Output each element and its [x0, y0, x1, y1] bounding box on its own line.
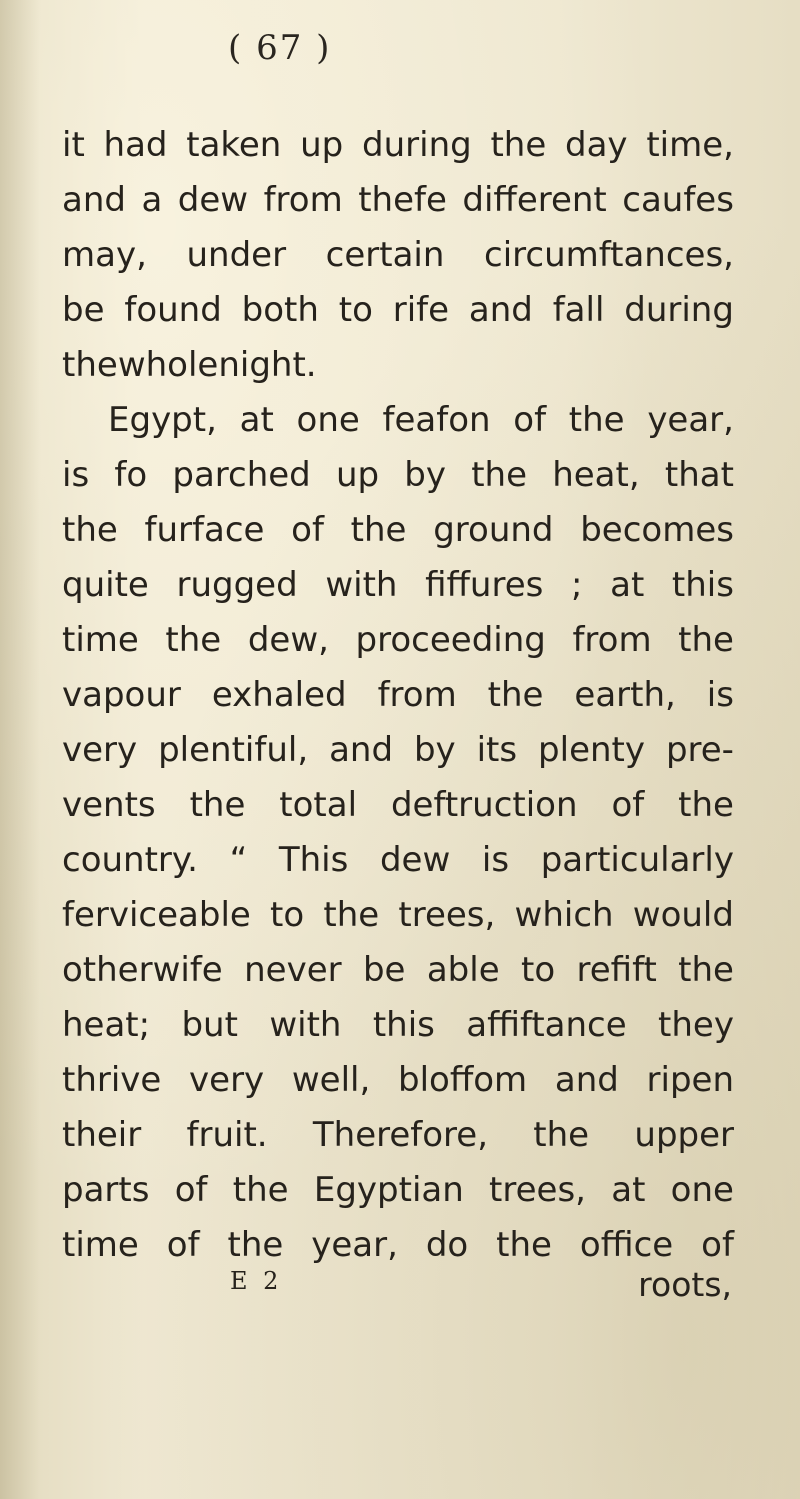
- text-line: is fo parched up by the heat, that: [62, 455, 734, 495]
- signature-mark: E 2: [230, 1267, 283, 1295]
- page-number-header: ( 67 ): [228, 28, 332, 68]
- text-line: otherwife never be able to refift the: [62, 950, 734, 990]
- text-line: thrive very well, bloffom and ripen: [62, 1060, 734, 1100]
- text-line: it had taken up during the day time,: [62, 125, 734, 165]
- text-line: be found both to rife and fall during: [62, 290, 734, 330]
- text-line: time of the year, do the office of: [62, 1225, 734, 1265]
- text-line: and a dew from thefe different caufes: [62, 180, 734, 220]
- text-line: the whole night.: [62, 345, 317, 385]
- text-line: heat; but with this affiftance they: [62, 1005, 734, 1045]
- text-line: may, under certain circumftances,: [62, 235, 734, 275]
- text-line: very plentiful, and by its plenty pre-: [62, 730, 734, 770]
- catchword: roots,: [638, 1265, 732, 1304]
- text-line: time the dew, proceeding from the: [62, 620, 734, 660]
- text-line: country. “ This dew is particularly: [62, 840, 734, 880]
- text-line: vents the total deftruction of the: [62, 785, 734, 825]
- body-text: [62, 118, 734, 1273]
- text-line: ferviceable to the trees, which would: [62, 895, 734, 935]
- page-fold-shadow: [0, 0, 40, 1499]
- page-footer: [62, 1265, 734, 1305]
- text-line: Egypt, at one feafon of the year,: [108, 400, 734, 440]
- text-line: quite rugged with fiffures ; at this: [62, 565, 734, 605]
- text-line: parts of the Egyptian trees, at one: [62, 1170, 734, 1210]
- text-line: the furface of the ground becomes: [62, 510, 734, 550]
- text-line: their fruit. Therefore, the upper: [62, 1115, 734, 1155]
- text-line: vapour exhaled from the earth, is: [62, 675, 734, 715]
